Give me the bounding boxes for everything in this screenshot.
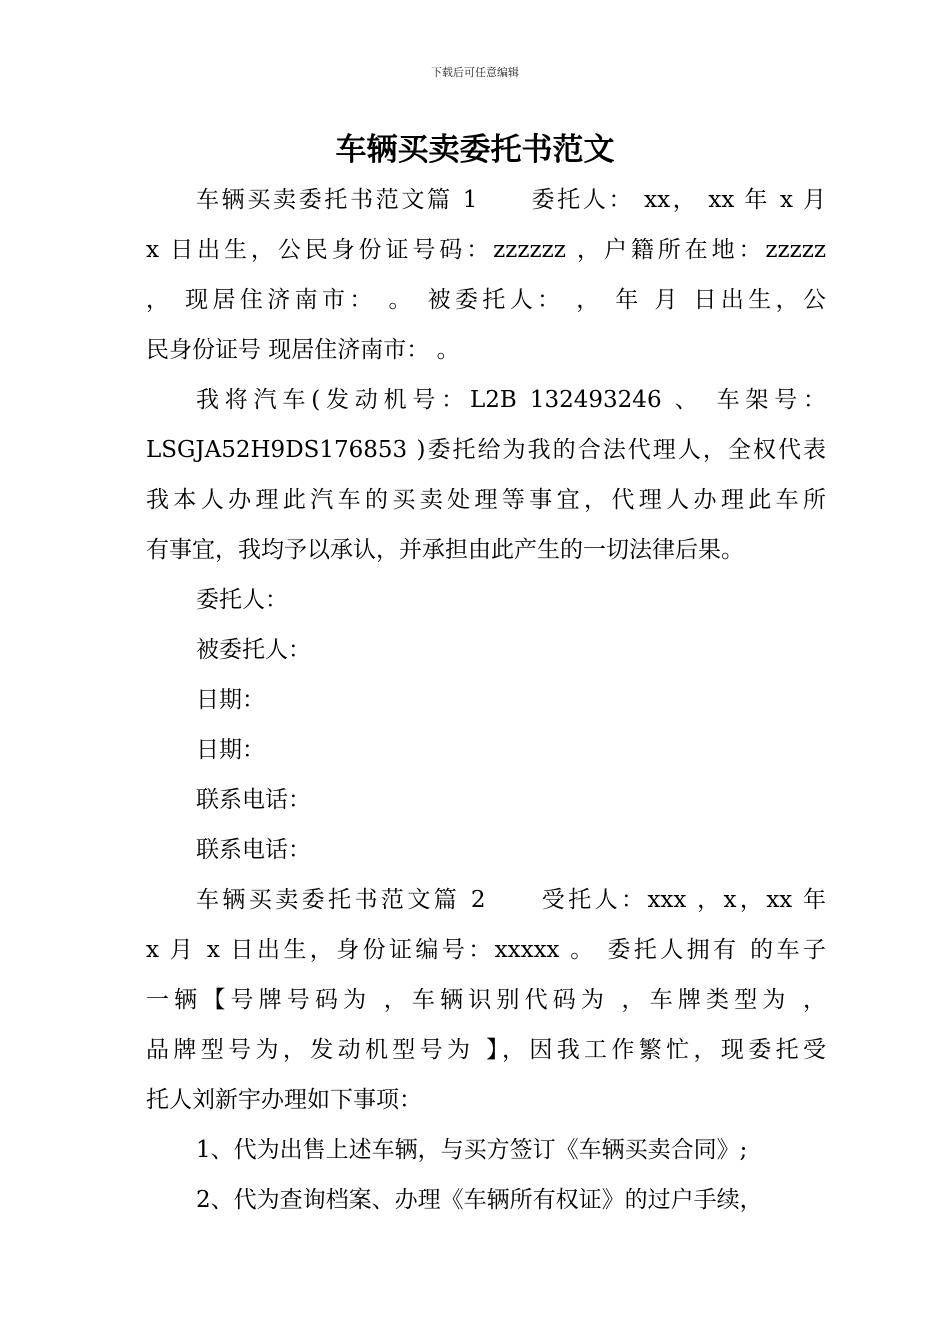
text-line: 民身份证号 现居住济南市： 。 [146,337,460,363]
text-line: 品牌型号为，发动机型号为 】，因我工作繁忙，现委托受 [146,1037,826,1063]
text-line: 我将汽车(发动机号：L2B 132493246 、 车架号： [196,387,826,413]
header-note: 下载后可任意编辑 [431,66,519,79]
text-line: x 月 x 日出生，身份证编号：xxxxx 。 委托人拥有 的车子 [146,937,826,963]
text-line: 一辆【号牌号码为 ，车辆识别代码为 ，车牌类型为 ， [146,987,826,1013]
text-line: 我本人办理此汽车的买卖处理等事宜，代理人办理此车所 [146,487,826,513]
text-line: 托人刘新宇办理如下事项： [146,1087,422,1113]
list-item: 2、代为查询档案、办理《车辆所有权证》的过户手续， [196,1187,763,1213]
document-title: 车辆买卖委托书范文 [335,132,615,168]
phone-field: 联系电话： [196,787,311,813]
phone-field: 联系电话： [196,837,311,863]
signature-field-agent: 被委托人： [196,637,311,663]
text-line: 车辆买卖委托书范文篇 2 受托人：xxx ，x，xx 年 [196,887,826,913]
text-line: x 日出生，公民身份证号码：zzzzzz ，户籍所在地：zzzzz [146,237,826,263]
text-line: 车辆买卖委托书范文篇 1 委托人： xx， xx 年 x 月 [196,187,826,213]
list-item: 1、代为出售上述车辆，与买方签订《车辆买卖合同》; [196,1137,748,1163]
signature-field-principal: 委托人： [196,587,288,613]
text-line: ， 现居住济南市： 。 被委托人： ， 年 月 日出生，公 [146,287,826,313]
date-field: 日期： [196,737,265,763]
date-field: 日期： [196,687,265,713]
text-line: LSGJA52H9DS176853 )委托给为我的合法代理人，全权代表 [146,437,826,463]
text-line: 有事宜，我均予以承认，并承担由此产生的一切法律后果。 [146,537,744,563]
